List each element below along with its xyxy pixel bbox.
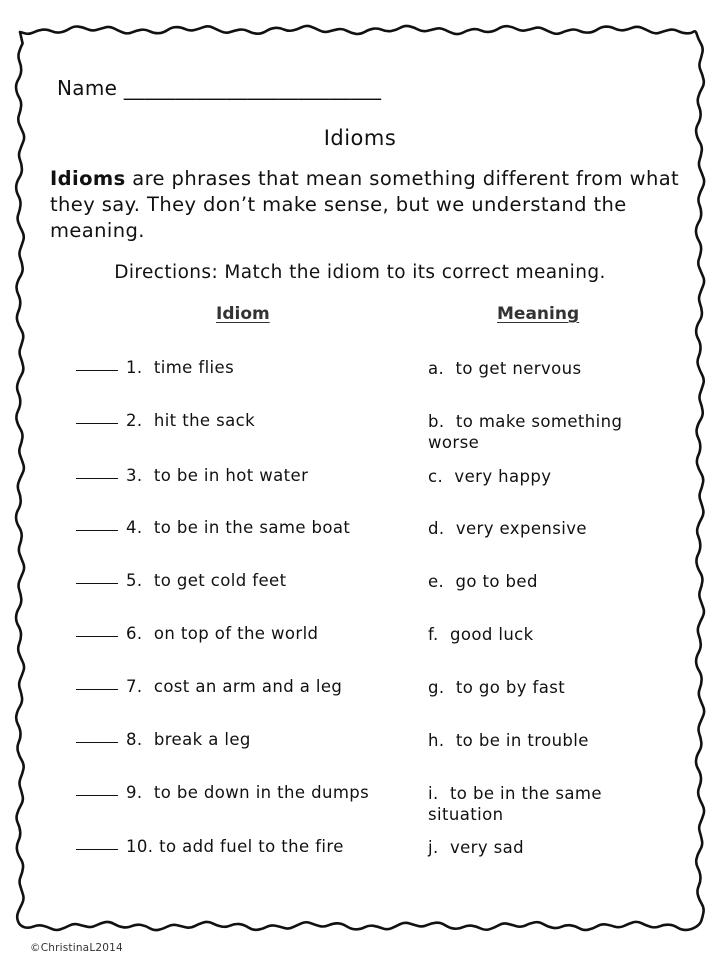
meaning-text: to be in the same situation <box>428 784 602 824</box>
answer-blank[interactable] <box>76 689 118 690</box>
idiom-number: 3. <box>126 466 143 485</box>
meaning-text: to be in trouble <box>455 731 589 750</box>
intro-text: are phrases that mean something different from what they say. They don’t make sense, but we understand the meaning. <box>50 167 680 242</box>
meaning-item-b <box>428 411 643 453</box>
answer-blank[interactable] <box>76 742 118 743</box>
meaning-item-a <box>428 358 678 379</box>
answer-blank[interactable] <box>76 423 118 424</box>
idiom-item-5 <box>76 571 286 590</box>
meaning-letter: e. <box>428 572 445 591</box>
idiom-number: 10. <box>126 837 154 856</box>
meaning-item-h <box>428 730 678 751</box>
meaning-text: very sad <box>449 838 525 857</box>
meaning-letter: g. <box>428 678 445 697</box>
idiom-item-8 <box>76 730 251 749</box>
meaning-item-f <box>428 624 678 645</box>
meaning-text: go to bed <box>455 572 538 591</box>
copyright-text: ©ChristinaL2014 <box>30 942 123 954</box>
answer-blank[interactable] <box>76 478 118 479</box>
idiom-text: time flies <box>153 358 235 377</box>
meaning-letter: i. <box>428 784 439 803</box>
idiom-number: 6. <box>126 624 143 643</box>
idiom-number: 1. <box>126 358 143 377</box>
answer-blank[interactable] <box>76 636 118 637</box>
meaning-column-header: Meaning <box>497 304 580 324</box>
meaning-letter: h. <box>428 731 445 750</box>
idiom-text: to be down in the dumps <box>153 783 370 802</box>
meaning-letter: c. <box>428 467 444 486</box>
idiom-number: 8. <box>126 730 143 749</box>
idiom-item-7 <box>76 677 342 696</box>
meaning-text: to get nervous <box>455 359 582 378</box>
answer-blank[interactable] <box>76 530 118 531</box>
meaning-letter: b. <box>428 412 445 431</box>
idiom-text: on top of the world <box>153 624 319 643</box>
meaning-text: very expensive <box>455 519 587 538</box>
idiom-text: cost an arm and a leg <box>153 677 343 696</box>
meaning-text: to go by fast <box>455 678 566 697</box>
idiom-item-1 <box>76 358 234 377</box>
idiom-number: 4. <box>126 518 143 537</box>
meaning-letter: f. <box>428 625 439 644</box>
idiom-item-2 <box>76 411 255 430</box>
idiom-item-4 <box>76 518 350 537</box>
idiom-column-header: Idiom <box>216 304 270 324</box>
answer-blank[interactable] <box>76 849 118 850</box>
answer-blank[interactable] <box>76 795 118 796</box>
idiom-item-10 <box>76 837 344 856</box>
idiom-text: to add fuel to the fire <box>159 837 344 856</box>
meaning-letter: d. <box>428 519 445 538</box>
idiom-number: 9. <box>126 783 143 802</box>
idiom-text: to be in the same boat <box>153 518 351 537</box>
meaning-item-c <box>428 466 678 487</box>
idiom-number: 7. <box>126 677 143 696</box>
meaning-item-i <box>428 783 633 825</box>
idiom-text: to get cold feet <box>153 571 287 590</box>
meaning-letter: j. <box>428 838 439 857</box>
meaning-text: good luck <box>449 625 534 644</box>
idiom-number: 2. <box>126 411 143 430</box>
name-line: Name _________________________ <box>57 76 382 100</box>
worksheet-title: Idioms <box>323 126 397 150</box>
idiom-text: hit the sack <box>153 411 256 430</box>
directions-text: Directions: Match the idiom to its correct meaning. <box>114 262 606 283</box>
meaning-text: to make something worse <box>428 412 623 452</box>
meaning-item-e <box>428 571 678 592</box>
idiom-number: 5. <box>126 571 143 590</box>
answer-blank[interactable] <box>76 370 118 371</box>
intro-bold-term: Idioms <box>50 167 126 190</box>
idiom-item-9 <box>76 783 369 802</box>
meaning-item-d <box>428 518 678 539</box>
intro-paragraph <box>50 166 690 244</box>
meaning-letter: a. <box>428 359 445 378</box>
answer-blank[interactable] <box>76 583 118 584</box>
idiom-item-6 <box>76 624 318 643</box>
idiom-item-3 <box>76 466 308 485</box>
meaning-item-j <box>428 837 678 858</box>
meaning-text: very happy <box>454 467 552 486</box>
idiom-text: to be in hot water <box>153 466 309 485</box>
idiom-text: break a leg <box>153 730 251 749</box>
meaning-item-g <box>428 677 678 698</box>
